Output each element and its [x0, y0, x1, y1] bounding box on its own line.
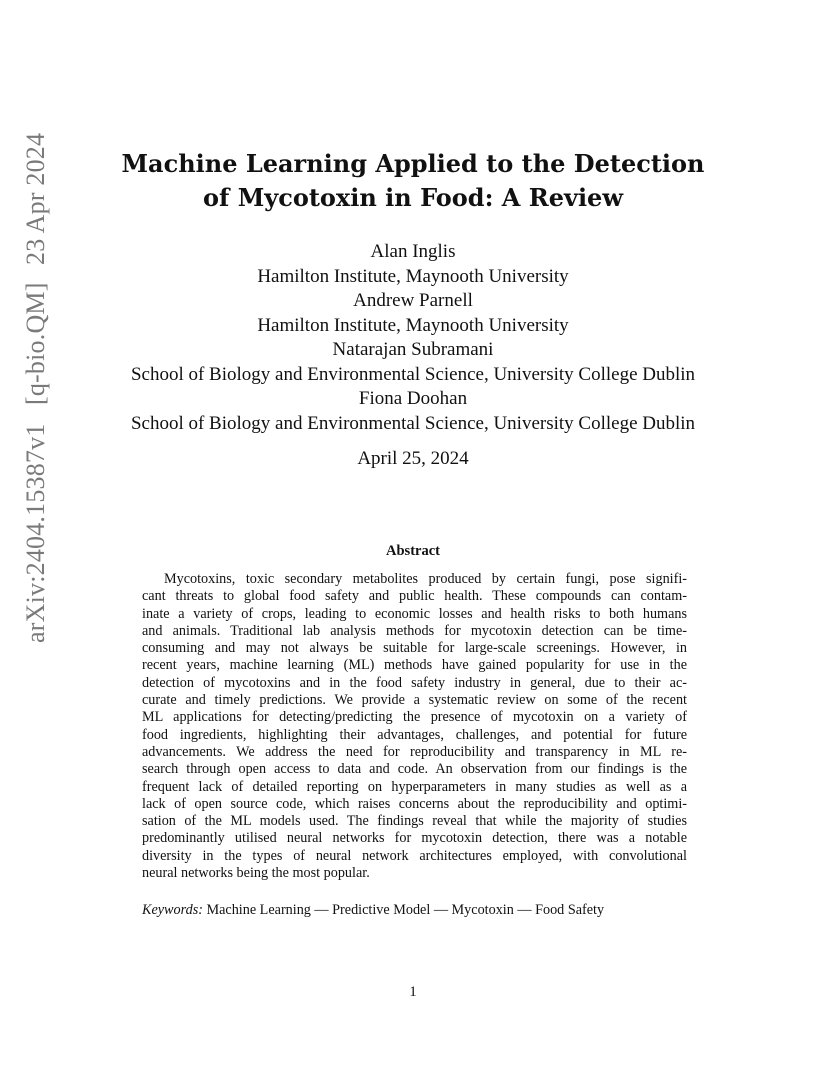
arxiv-date: 23 Apr 2024	[21, 132, 50, 265]
abstract-line: consuming and may not always be suitable for large-scale screenings. However, in	[142, 640, 687, 657]
abstract-line: and animals. Traditional lab analysis methods for mycotoxin detection can be time-	[142, 622, 687, 639]
abstract-line: diversity in the types of neural network architectures employed, with convolutional	[142, 847, 687, 864]
abstract-line: Mycotoxins, toxic secondary metabolites produced by certain fungi, pose signifi-	[164, 571, 687, 587]
abstract-line: inate a variety of crops, leading to economic losses and health risks to both humans	[142, 605, 687, 622]
keywords-line	[142, 902, 687, 919]
author-name: Fiona Doohan	[358, 388, 468, 409]
author-affiliation: Hamilton Institute, Maynooth University	[257, 265, 569, 287]
abstract-line: food ingredients, highlighting their advantages, challenges, and potential for future	[142, 726, 687, 743]
arxiv-sidebar-stamp	[14, 132, 58, 643]
paper-title	[100, 147, 726, 215]
abstract-line: sation of the ML models used. The findings reveal that while the majority of studies	[142, 813, 687, 830]
abstract-line: frequent lack of detailed reporting on hyperparameters in many studies as well as a	[142, 778, 687, 795]
paper-title-line-1: Machine Learning Applied to the Detection	[121, 149, 705, 178]
author-name: Andrew Parnell	[353, 290, 473, 311]
abstract-line: predominantly utilised neural networks for mycotoxin detection, there was a notable	[142, 830, 687, 847]
abstract-line: detection of mycotoxins and in the food safety industry in general, due to their ac-	[142, 674, 687, 691]
author-affiliation: School of Biology and Environmental Science, University College Dublin	[130, 412, 696, 434]
keywords-label: Keywords:	[142, 902, 203, 918]
abstract-line: advancements. We address the need for reproducibility and transparency in ML re-	[142, 743, 687, 760]
abstract-heading: Abstract	[386, 543, 440, 559]
paper-title-line-2: of Mycotoxin in Food: A Review	[203, 183, 623, 212]
author-block	[90, 240, 736, 436]
author-affiliation: School of Biology and Environmental Science, University College Dublin	[130, 363, 696, 385]
arxiv-category: [q-bio.QM]	[21, 282, 50, 406]
arxiv-id: arXiv:2404.15387v1	[21, 423, 50, 643]
author-name: Alan Inglis	[370, 241, 456, 262]
page-number: 1	[409, 984, 417, 1000]
abstract-line: neural networks being the most popular.	[142, 865, 370, 882]
abstract-line: ML applications for detecting/predicting the presence of mycotoxin on a variety of	[142, 709, 687, 726]
keywords-text: Machine Learning — Predictive Model — Mycotoxin — Food Safety	[206, 902, 605, 918]
abstract-line: search through open access to data and code. An observation from our findings is the	[142, 761, 687, 778]
abstract-line: cant threats to global food safety and public health. These compounds can contam-	[142, 588, 687, 605]
author-name: Natarajan Subramani	[332, 339, 494, 360]
abstract-body	[142, 571, 687, 882]
abstract-line: lack of open source code, which raises concerns about the reproducibility and optimi-	[142, 795, 687, 812]
author-affiliation: Hamilton Institute, Maynooth University	[257, 314, 569, 336]
abstract-line: curate and timely predictions. We provide a systematic review on some of the recent	[142, 692, 687, 709]
abstract-line: recent years, machine learning (ML) methods have gained popularity for use in the	[142, 657, 687, 674]
paper-date: April 25, 2024	[357, 448, 469, 469]
